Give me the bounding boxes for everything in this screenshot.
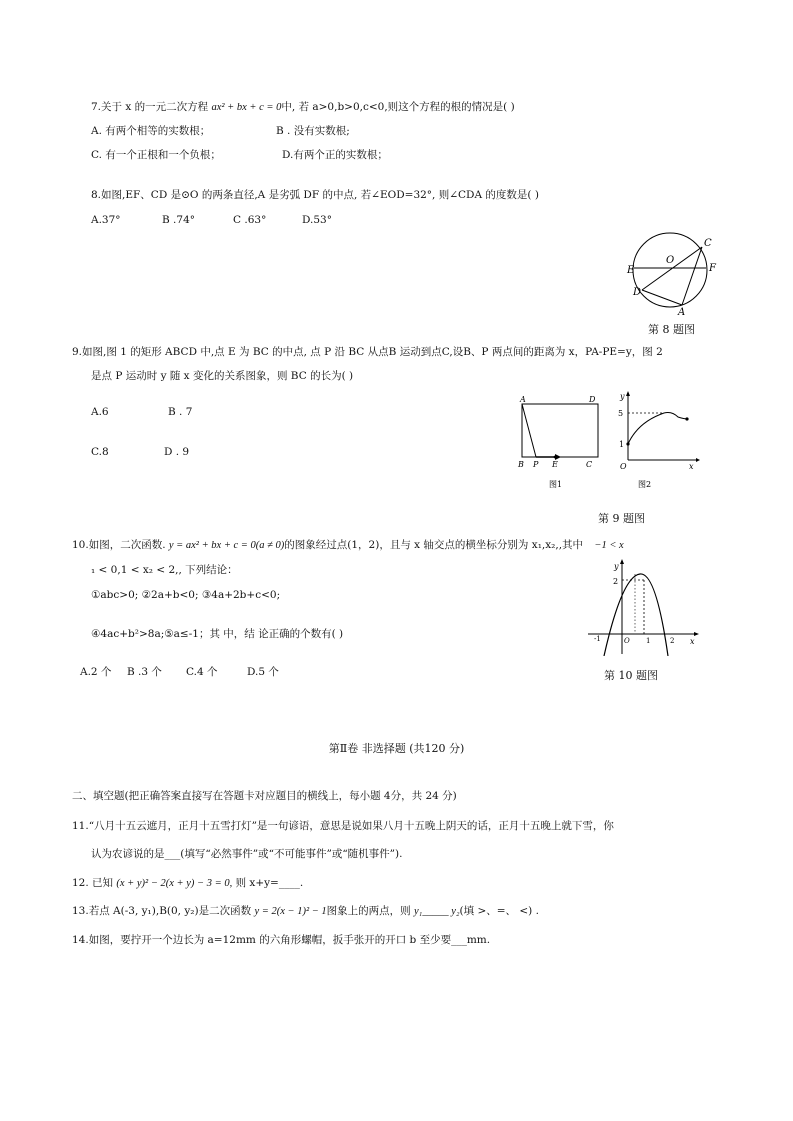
- q10-option-b: B .3 个: [127, 666, 162, 678]
- q14-stem: 14.如图，要拧开一个边长为 a=12mm 的六角形螺帽，扳手张开的开口 b 至少要___mm.: [72, 934, 491, 946]
- q9-option-d: D . 9: [164, 446, 190, 458]
- q12-stem: 12. 已知 (x + y)² − 2(x + y) − 3 = 0, 则 x+y=____.: [72, 877, 304, 889]
- q9-fig1-label-d: D: [589, 395, 596, 404]
- q10-conclusions-2: ④4ac+b²>8a;⑤a≤-1；其 中，结 论正确的个数有( ): [91, 628, 344, 640]
- q10-graph-tick-1: 1: [646, 637, 651, 645]
- q8-option-a: A.37°: [91, 214, 121, 226]
- q9-stem-line1: 9.如图,图 1 的矩形 ABCD 中,点 E 为 BC 的中点, 点 P 沿 BC 从点B 运动到点C,设B、P 两点间的距离为 x，PA-PE=y，图 2: [72, 346, 663, 358]
- q7-option-c: C. 有一个正根和一个负根；: [91, 149, 221, 161]
- q10-graph-y-label: y: [614, 562, 619, 571]
- q9-fig1-label-a: A: [520, 395, 526, 404]
- q9-fig2-origin: O: [620, 462, 627, 471]
- q9-fig1-label-e: E: [552, 460, 558, 469]
- q10-caption: 第 10 题图: [604, 669, 658, 682]
- q8-label-e: E: [627, 265, 635, 276]
- q10-option-d: D.5 个: [247, 666, 279, 678]
- q8-label-f: F: [709, 263, 716, 274]
- q9-option-b: B . 7: [168, 406, 193, 418]
- q9-fig1-rectangle: [512, 392, 608, 492]
- q10-graph-tick-2: 2: [670, 637, 675, 645]
- q10-stem-line1: 10.如图，二次函数. y = ax² + bx + c = 0(a ≠ 0)的图象经过点(1，2)，且与 x 轴交点的横坐标分别为 x₁,x₂,,其中 −1 < x: [72, 539, 624, 551]
- q9-fig1-label-c: C: [586, 460, 593, 469]
- q9-stem-line2: 是点 P 运动时 y 随 x 变化的关系图象，则 BC 的长为( ): [91, 370, 354, 382]
- q9-option-a: A.6: [91, 406, 109, 418]
- q10-graph-x-label: x: [690, 637, 695, 646]
- q10-graph-tick-neg1: -1: [594, 635, 601, 643]
- q10-option-a: A.2 个: [80, 666, 112, 678]
- q9-fig2-x-label: x: [689, 462, 694, 471]
- q8-label-d: D: [633, 287, 642, 298]
- q9-fig1-label-b: B: [518, 460, 524, 469]
- q9-fig2-graph: [616, 388, 700, 492]
- q11-line2: 认为农谚说的是___(填写“必然事件”或“不可能事件”或“随机事件”).: [91, 848, 403, 860]
- q11-line1: 11.“八月十五云遮月，正月十五雪打灯”是一句谚语，意思是说如果八月十五晚上阴天的话，正月十五晚上就下雪，你: [72, 820, 614, 832]
- q7-option-d: D.有两个正的实数根；: [282, 149, 388, 161]
- q9-fig2-tick-5: 5: [618, 409, 624, 418]
- fill-in-heading: 二、填空题(把正确答案直接写在答题卡对应题目的横线上，每小题 4分，共 24 分): [72, 790, 457, 802]
- q10-graph-tick-2y: 2: [613, 577, 619, 586]
- q13-stem: 13.若点 A(-3, y₁),B(0, y₂)是二次函数 y = 2(x − 1)² − 1图象上的两点，则 y₁_____ y₂(填 >、=、 <) .: [72, 905, 539, 917]
- q9-fig1-label-p: P: [533, 460, 539, 469]
- q7-option-a: A. 有两个相等的实数根；: [91, 125, 211, 137]
- q9-caption: 第 9 题图: [598, 512, 645, 525]
- q8-stem: 8.如图,EF、CD 是⊙O 的两条直径,A 是劣弧 DF 的中点, 若∠EOD=32°, 则∠CDA 的度数是( ): [91, 189, 539, 201]
- q10-parabola-graph: [584, 556, 702, 656]
- q9-fig2-caption: 图2: [638, 480, 652, 489]
- q9-fig2-y-label: y: [620, 392, 625, 401]
- section-2-title: 第Ⅱ卷 非选择题 (共120 分): [328, 742, 465, 755]
- q10-graph-origin: O: [624, 637, 630, 645]
- q8-option-b: B .74°: [162, 214, 196, 226]
- q8-label-c: C: [704, 238, 712, 249]
- q8-circle-figure: [620, 232, 730, 318]
- q8-label-a: A: [678, 307, 686, 318]
- q8-option-d: D.53°: [302, 214, 332, 226]
- q8-option-c: C .63°: [233, 214, 267, 226]
- q9-fig1-caption: 图1: [549, 480, 563, 489]
- q10-option-c: C.4 个: [186, 666, 218, 678]
- q7-option-b: B . 没有实数根;: [276, 125, 350, 137]
- q8-caption: 第 8 题图: [648, 323, 695, 336]
- q7-stem: 7.关于 x 的一元二次方程 ax² + bx + c = 0中, 若 a>0,b>0,c<0,则这个方程的根的情况是( ): [91, 101, 515, 113]
- q8-label-o: O: [666, 255, 675, 266]
- q9-fig2-tick-1: 1: [619, 440, 625, 449]
- q10-stem-line2: ₁ < 0,1 < x₂ < 2,, 下列结论：: [91, 564, 238, 576]
- q9-option-c: C.8: [91, 446, 109, 458]
- q10-conclusions-1: ①abc>0; ②2a+b<0; ③4a+2b+c<0;: [91, 589, 281, 601]
